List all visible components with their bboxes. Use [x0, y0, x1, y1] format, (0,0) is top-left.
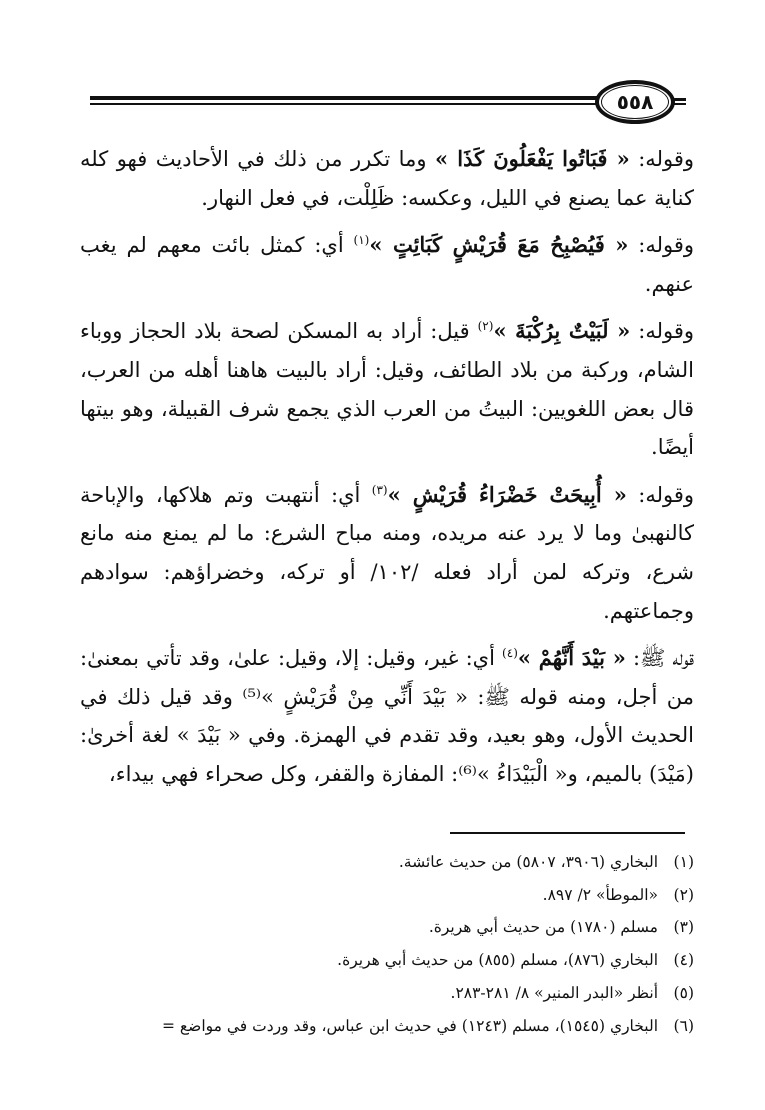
paragraph-body: وما تكرر من ذلك في الأحاديث فهو كله كناية عما يصنع في الليل، وعكسه: ظَلِلْت، في فعل النهار.	[80, 147, 694, 210]
paragraph	[80, 226, 694, 303]
footnote-separator	[450, 832, 685, 834]
main-text	[80, 140, 694, 803]
hadith-quote: « بَيْدَ أَنَّهُمْ »	[517, 645, 626, 671]
footnote-number: (١)	[673, 853, 694, 871]
footnote-item	[40, 1010, 694, 1043]
footnote-item	[40, 879, 694, 912]
footnote-number: (٥)	[673, 983, 694, 1002]
footnote-text: «الموطأ» ٢/ ٨٩٧.	[542, 885, 658, 904]
footnote-text: البخاري (١٥٤٥)، مسلم (١٢٤٣) في حديث ابن عباس، وقد وردت في مواضع =	[162, 1016, 658, 1035]
hadith-quote: « لَبَيْتٌ بِرُكْبَةَ »	[493, 318, 631, 344]
footnote-text: أنظر «البدر المنير» ٨/ ٢٨١-٢٨٣.	[450, 983, 658, 1002]
footnote-item	[40, 944, 694, 977]
hadith-quote: « فَبَاتُوا يَفْعَلُونَ كَذَا »	[434, 146, 630, 171]
paragraph-lead: وقوله:	[629, 147, 694, 171]
paragraph-lead: وقوله:	[628, 233, 694, 258]
footnote-ref[interactable]: (١)	[353, 233, 370, 248]
footnote-number: (٦)	[673, 1016, 694, 1035]
hadith-quote: « فَيُصْبِحُ مَعَ قُرَيْشٍ كَبَائِتٍ »	[369, 232, 629, 258]
paragraph-body: أي: غير، وقيل: إلا، وقيل: علىٰ، وقد تأتي بمعنىٰ: من أجل، ومنه قوله ﷺ: « بَيْدَ أَنِّي مِنْ قُرَيْشٍ »⁽⁵⁾ وقد قيل ذلك في الحديث الأول، وهو بعيد، وقد تقدم في الهمزة. وفي « بَيْدَ » لغة أخرىٰ: (مَيْدَ) بالميم، و« الْبَيْدَاءُ »⁽⁶⁾: المفازة والقفر، وكل صحراء فهي بيداء،	[80, 646, 694, 786]
paragraph-body: أي: أنتهبت وتم هلاكها، والإباحة كالنهبیٰ وما لا يرد عنه مريده، ومنه مباح الشرع: ما لم يمنع منه مانع شرع، وتركه لمن أراد فعله /١٠٢/ أو تركه، وخضراؤهم: سوادهم وجماعتهم.	[80, 482, 695, 623]
paragraph	[80, 312, 694, 466]
paragraph-body: أي: كمثل بائت معهم لم يغب عنهم.	[80, 233, 694, 296]
paragraph-lead: قوله ﷺ:	[625, 646, 694, 671]
paragraph	[80, 476, 694, 630]
page-number-badge	[595, 80, 675, 124]
footnote-item	[40, 846, 694, 879]
footnotes	[40, 846, 694, 1042]
hadith-quote: « أُبِيحَتْ خَضْرَاءُ قُرَيْشٍ »	[387, 481, 627, 507]
header-rule	[90, 96, 600, 105]
footnote-ref[interactable]: (٣)	[371, 482, 388, 497]
footnote-text: البخاري (٨٧٦)، مسلم (٨٥٥) من حديث أبي هريرة.	[337, 951, 658, 970]
paragraph	[80, 140, 694, 217]
footnote-item	[40, 977, 694, 1010]
paragraph-lead: وقوله:	[626, 482, 695, 507]
paragraph	[80, 639, 694, 793]
footnote-number: (٣)	[673, 918, 694, 937]
footnote-ref[interactable]: (٢)	[477, 319, 494, 334]
footnote-item	[40, 911, 694, 944]
page-number: ٥٥٨	[601, 85, 669, 119]
footnote-ref[interactable]: (٤)	[502, 646, 518, 661]
footnote-number: (٢)	[673, 885, 694, 904]
paragraph-body: قيل: أراد به المسكن لصحة بلاد الحجاز ووباء الشام، وركبة من بلاد الطائف، وقيل: أراد بالبيت هاهنا أهله من العرب، قال بعض اللغويين: البيتُ من العرب الذي يجمع شرف القبيلة، وهو بيتها أيضًا.	[80, 319, 694, 460]
paragraph-lead: وقوله:	[630, 319, 695, 344]
footnote-number: (٤)	[673, 951, 694, 970]
footnote-text: مسلم (١٧٨٠) من حديث أبي هريرة.	[428, 918, 658, 937]
footnote-text: البخاري (٣٩٠٦، ٥٨٠٧) من حديث عائشة.	[398, 853, 658, 871]
